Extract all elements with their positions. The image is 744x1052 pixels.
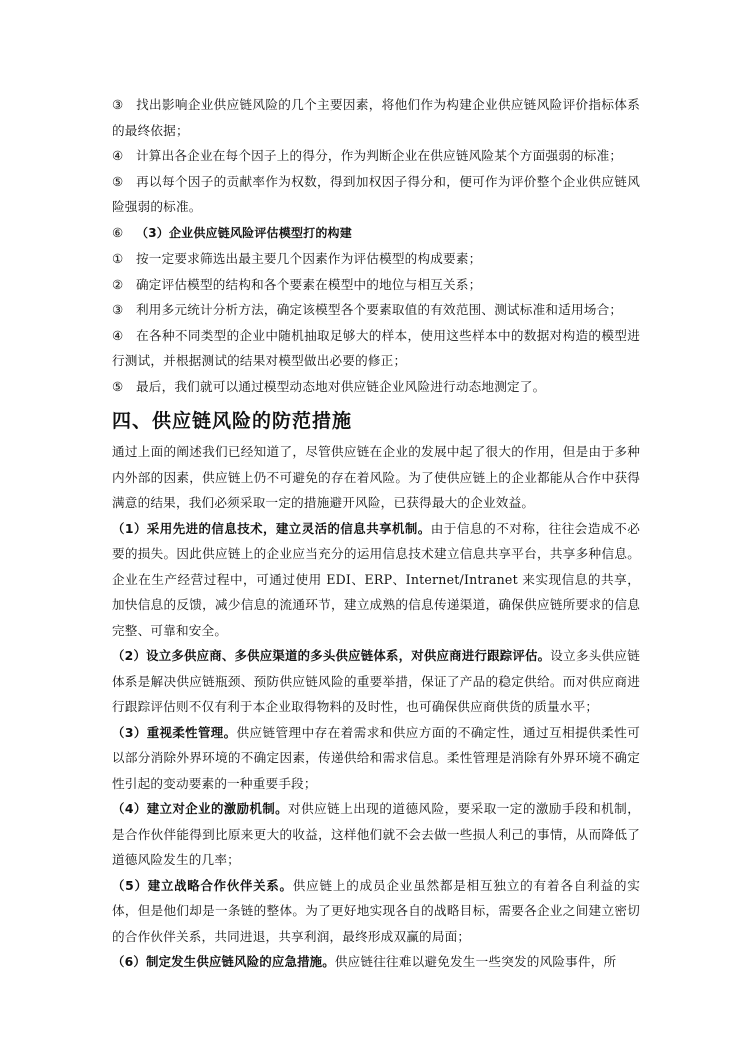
list-item xyxy=(112,297,640,323)
item-text: 最后，我们就可以通过模型动态地对供应链企业风险进行动态地测定了。 xyxy=(136,378,546,394)
item-text: 计算出各企业在每个因子上的得分，作为判断企业在供应链风险某个方面强弱的标准； xyxy=(136,148,623,163)
measure-text: 供应链管理中存在着需求和供应方面的不确定性，通过互相提供柔性可以部分消除外界环境的不确定因素，传递供给和需求信息。柔性管理是消除有外界环境不确定性引起的变动要素的一种重要手段； xyxy=(112,724,640,791)
item-text: 按一定要求筛选出最主要几个因素作为评估模型的构成要素； xyxy=(136,251,482,266)
list-item xyxy=(112,272,640,298)
list-item xyxy=(112,169,640,220)
subsection-title: （3）企业供应链风险评估模型打的构建 xyxy=(136,225,352,240)
measure-paragraph xyxy=(112,796,640,873)
measure-text: 设立多头供应链体系是解决供应链瓶颈、预防供应链风险的重要举措，保证了产品的稳定供给。而对供应商进行跟踪评估则不仅有利于本企业取得物料的及时性，也可确保供应商供货的质量水平； xyxy=(112,648,640,714)
measure-title: （2）设立多供应商、多供应渠道的多头供应链体系，对供应商进行跟踪评估。 xyxy=(112,648,551,663)
subsection-heading xyxy=(112,220,640,247)
item-number: ① xyxy=(112,251,124,266)
item-number: ④ xyxy=(112,148,124,163)
item-number: ② xyxy=(112,276,124,292)
document-page xyxy=(112,92,640,975)
list-item xyxy=(112,374,640,400)
item-number: ③ xyxy=(112,97,124,112)
item-text: 找出影响企业供应链风险的几个主要因素，将他们作为构建企业供应链风险评价指标体系的最终依据； xyxy=(112,97,640,138)
item-number: ③ xyxy=(112,302,124,317)
item-number: ④ xyxy=(112,327,124,343)
item-text: 再以每个因子的贡献率作为权数，得到加权因子得分和，便可作为评价整个企业供应链风险强弱的标准。 xyxy=(112,173,640,214)
measure-paragraph xyxy=(112,949,640,975)
measure-paragraph xyxy=(112,643,640,720)
measure-paragraph xyxy=(112,873,640,950)
item-number: ⑥ xyxy=(112,224,124,240)
item-text: 利用多元统计分析方法，确定该模型各个要素取值的有效范围、测试标准和适用场合； xyxy=(136,302,623,317)
measure-title: （5）建立战略合作伙伴关系。 xyxy=(112,877,293,893)
measure-text: 供应链往往难以避免发生一些突发的风险事件，所 xyxy=(334,954,617,969)
intro-paragraph: 通过上面的阐述我们已经知道了，尽管供应链在企业的发展中起了很大的作用，但是由于多种内外部的因素，供应链上仍不可避免的存在着风险。为了使供应链上的企业都能从合作中获得满意的结果，我们必须采取一定的措施避开风险，已获得最大的企业效益。 xyxy=(112,444,640,510)
list-item xyxy=(112,143,640,169)
list-item xyxy=(112,246,640,272)
measure-text: 供应链上的成员企业虽然都是相互独立的有着各自利益的实体，但是他们却是一条链的整体。为了更好地实现各自的战略目标，需要各企业之间建立密切的合作伙伴关系，共同进退，共享利润，最终形成双赢的局面； xyxy=(112,877,641,944)
item-text: 在各种不同类型的企业中随机抽取足够大的样本，使用这些样本中的数据对构造的模型进行测试，并根据测试的结果对模型做出必要的修正； xyxy=(112,327,640,368)
measure-paragraph xyxy=(112,720,640,797)
measure-title: （3）重视柔性管理。 xyxy=(112,724,237,740)
measure-paragraph xyxy=(112,516,640,644)
measure-title: （6）制定发生供应链风险的应急措施。 xyxy=(112,954,335,969)
item-text: 确定评估模型的结构和各个要素在模型中的地位与相互关系； xyxy=(136,276,482,292)
measure-text: 对供应链上出现的道德风险，要采取一定的激励手段和机制，是合作伙伴能得到比原来更大的收益，这样他们就不会去做一些损人利己的事情，从而降低了道德风险发生的几率； xyxy=(112,801,641,867)
item-number: ⑤ xyxy=(112,378,124,394)
section-heading: 四、供应链风险的防范措施 xyxy=(112,410,353,432)
list-item xyxy=(112,323,640,374)
measure-title: （4）建立对企业的激励机制。 xyxy=(112,801,289,816)
measure-text: 由于信息的不对称，往往会造成不必要的损失。因此供应链上的企业应当充分的运用信息技术建立信息共享平台，共享多种信息。企业在生产经营过程中，可通过使用 EDI、ERP、Internet/Intranet 来实现信息的共享，加快信息的反馈，减少信息的流通环节，建立成熟的信息传递渠道，确保供应链所要求的信息完整、可靠和安全。 xyxy=(112,520,640,638)
list-item xyxy=(112,92,640,143)
item-number: ⑤ xyxy=(112,173,124,189)
measure-title: （1）采用先进的信息技术，建立灵活的信息共享机制。 xyxy=(112,520,431,536)
